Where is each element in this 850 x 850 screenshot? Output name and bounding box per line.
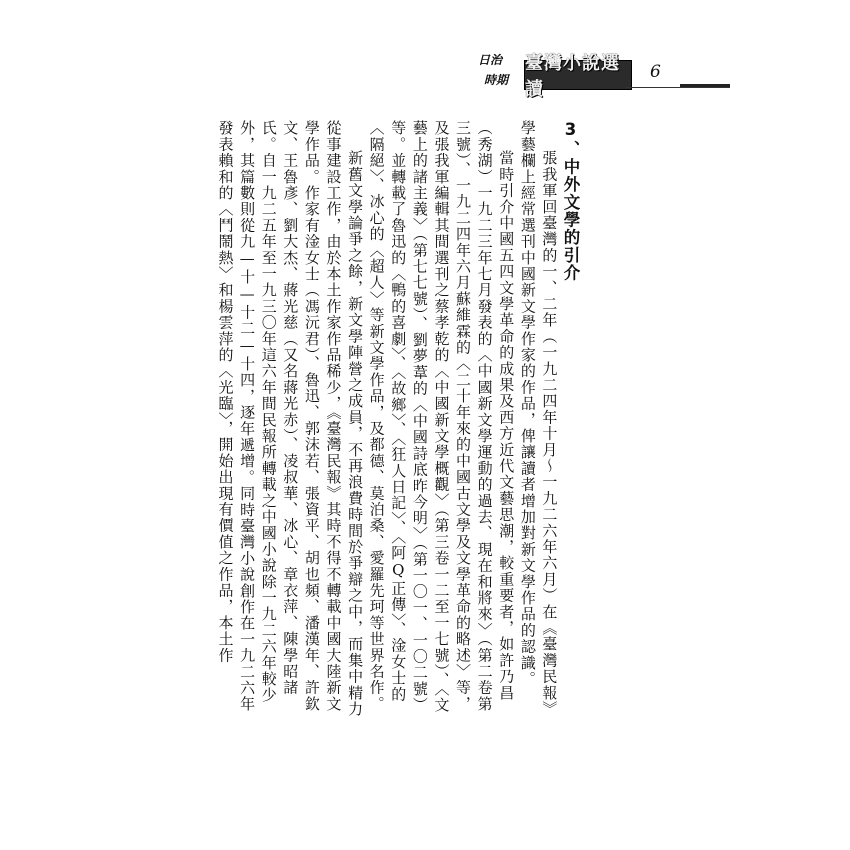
section-title: 中外文學的引介 [561,157,580,282]
section-heading [559,120,581,720]
series-label-bottom: 時期 [484,73,509,87]
header-rule-thick [680,84,730,87]
book-title-badge: 臺灣小說選讀 [524,60,632,90]
paragraph-2: 當時引介中國五四文學革命的成果及西方近代文藝思潮，較重要者，如許乃昌（秀湖）一九二三年七月發表的〈中國新文學運動的過去、現在和將來〉（第二卷第三號）、一九二四年六月蘇維霖的〈二十年來的中國古文學及文學革命的略述〉等，及張我軍編輯其間選刊之蔡孝乾的〈中國新文學概觀〉（第三卷一二至一七號）、〈文藝上的諸主義〉（第七七號）、劉夢葦的〈中國詩底昨今明〉（第一〇一、一〇二號）等。並轉載了魯迅的〈鴨的喜劇〉、〈故鄉〉、〈狂人日記〉、〈阿Q正傳〉、淦女士的〈隔絕〉、冰心的〈超人〉等新文學作品，及都德、莫泊桑、愛羅先珂等世界名作。 [367,120,516,714]
paragraph-3: 新舊文學論爭之餘，新文學陣營之成員，不再浪費時間於爭辯之中，而集中精力從事建設工作，由於本土作家作品稀少，《臺灣民報》其時不得不轉載中國大陸新文學作品。作家有淦女士（馮沅君）、魯迅、郭沫若、張資平、胡也頻、潘漢年、許欽文、王魯彥、劉大杰、蔣光慈（又名蔣光赤）、凌叔華、冰心、章衣萍、陳學昭諸氏。自一九二五年至一九三〇年這六年間民報所轉載之中國小說除一九二六年較少外，其篇數則從九—十—十二—十四，逐年遞增。同時臺灣小說創作在一九二六年發表賴和的〈鬥鬧熱〉和楊雲萍的〈光臨〉，開始出現有價值之作品，本土作 [216,120,365,717]
running-header [0,0,850,110]
page-number: 6 [650,62,661,82]
series-label-top: 日治 [478,53,503,67]
section-number: 3、 [561,120,580,158]
header-rule [626,87,730,88]
vertical-body-text [216,120,581,720]
paragraph-1: 張我軍回臺灣的一、二年（一九二四年十月～一九二六年六月）在《臺灣民報》學藝欄上經常選刊中國新文學作家的作品，俾讓讀者增加對新文學作品的認識。 [518,120,559,717]
